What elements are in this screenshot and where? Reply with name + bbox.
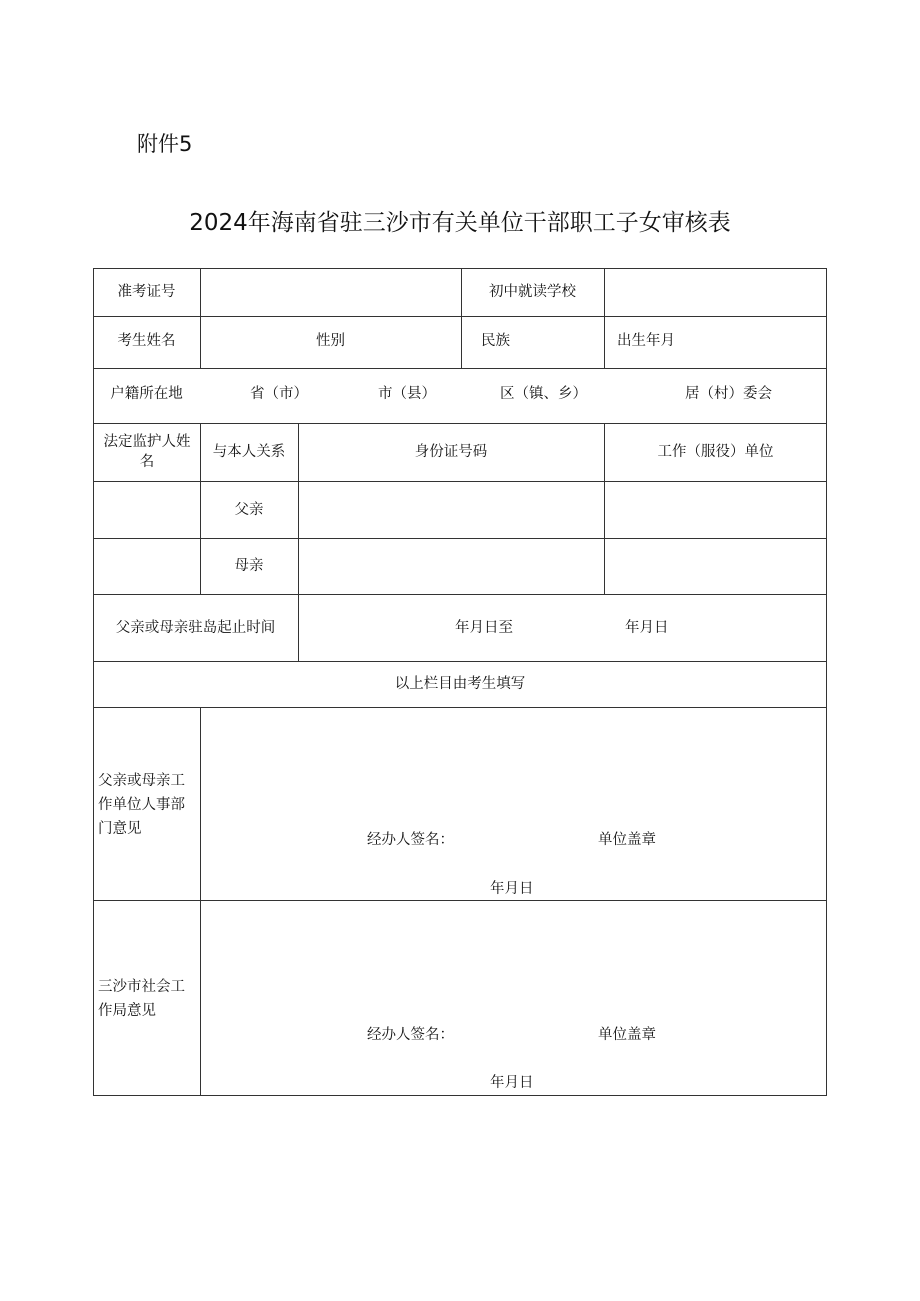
city-label: 市（县）: [378, 386, 436, 402]
ethnicity-label: 民族: [481, 333, 510, 349]
row-line: [93, 423, 827, 424]
handler-signature-label: 经办人签名：: [367, 832, 454, 848]
id-number-label: 身份证号码: [414, 444, 488, 460]
hr-date-label: 年月日: [490, 881, 534, 897]
row-line: [93, 661, 827, 662]
admission-number-label: 准考证号: [117, 284, 176, 300]
row-line: [93, 707, 827, 708]
gender-label: 性别: [316, 333, 345, 349]
district-label: 区（镇、乡）: [500, 386, 587, 402]
attachment-label: 附件5: [137, 132, 193, 156]
row-line: [93, 368, 827, 369]
birth-label: 出生年月: [617, 333, 675, 349]
name-label: 考生姓名: [117, 333, 176, 349]
mother-label: 母亲: [234, 558, 264, 574]
middle-school-label: 初中就读学校: [489, 284, 576, 300]
date-from-label: 年月日至: [455, 620, 513, 636]
row-line: [93, 594, 827, 595]
document-title: 2024年海南省驻三沙市有关单位干部职工子女审核表: [189, 210, 731, 236]
row-line: [93, 900, 827, 901]
relation-label: 与本人关系: [212, 444, 286, 460]
father-label: 父亲: [234, 502, 264, 518]
work-unit-label: 工作（服役）单位: [657, 444, 774, 460]
col-line: [200, 268, 201, 368]
unit-seal-label: 单位盖章: [598, 1027, 656, 1043]
unit-seal-label: 单位盖章: [598, 832, 656, 848]
guardian-name-label: 法定监护人姓名: [103, 434, 191, 470]
social-bureau-opinion-label: 三沙市社会工作局意见: [98, 979, 185, 1019]
review-form-table: [93, 268, 827, 1096]
row-line: [93, 316, 827, 317]
province-label: 省（市）: [250, 386, 308, 402]
date-to-label: 年月日: [625, 620, 669, 636]
col-line: [604, 268, 605, 368]
row-line: [93, 538, 827, 539]
social-date-label: 年月日: [490, 1075, 534, 1091]
hr-opinion-label: 父亲或母亲工作单位人事部门意见: [98, 773, 185, 837]
col-line: [200, 707, 201, 1096]
stay-period-label: 父亲或母亲驻岛起止时间: [115, 620, 276, 636]
handler-signature-label: 经办人签名：: [367, 1027, 454, 1043]
row-line: [93, 481, 827, 482]
household-label: 户籍所在地: [110, 386, 183, 402]
committee-label: 居（村）委会: [685, 386, 772, 402]
filled-by-candidate-note: 以上栏目由考生填写: [394, 676, 526, 692]
